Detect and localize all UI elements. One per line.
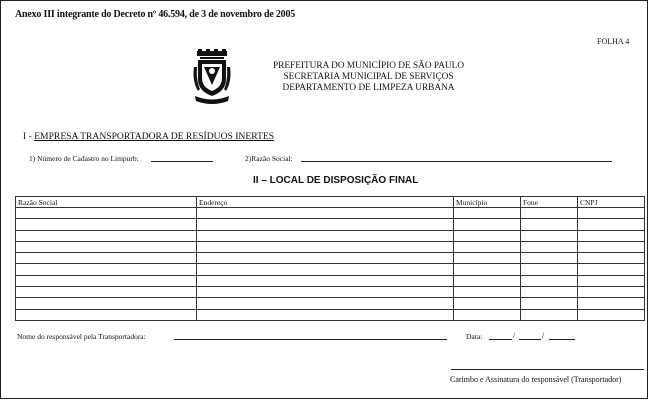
date-label: Data: <box>466 332 483 341</box>
table-row[interactable] <box>16 253 645 264</box>
col-address: Endereço <box>197 197 454 208</box>
section2-title: II – LOCAL DE DISPOSIÇÃO FINAL <box>253 175 419 186</box>
responsible-label: Nome do responsável pela Transportadora: <box>17 332 146 341</box>
header-line-department: DEPARTAMENTO DE LIMPEZA URBANA <box>282 83 455 93</box>
table-row[interactable] <box>16 309 645 320</box>
company-name-field[interactable] <box>301 161 612 162</box>
company-name-label: 2)Razão Social: <box>245 154 293 163</box>
table-row[interactable] <box>16 298 645 309</box>
table-row[interactable] <box>16 219 645 230</box>
col-cnpj: CNPJ <box>578 197 645 208</box>
table-row[interactable] <box>16 230 645 241</box>
table-row[interactable] <box>16 287 645 298</box>
registration-field[interactable] <box>151 161 213 162</box>
decree-title: Anexo III integrante do Decreto nº 46.594, de 3 de novembro de 2005 <box>15 9 296 20</box>
table-row[interactable] <box>16 264 645 275</box>
coat-of-arms-icon <box>192 49 232 112</box>
responsible-name-field[interactable] <box>174 339 447 340</box>
date-year-field[interactable] <box>549 339 575 340</box>
table-row[interactable] <box>16 275 645 286</box>
signature-label: Carimbo e Assinatura do responsável (Transportador) <box>450 375 622 384</box>
table-row[interactable] <box>16 241 645 252</box>
sheet-label: FOLHA 4 <box>597 37 630 46</box>
header-line-secretariat: SECRETARIA MUNICIPAL DE SERVIÇOS <box>283 72 454 82</box>
col-phone: Fone <box>521 197 578 208</box>
section1-title <box>23 131 274 142</box>
date-month-field[interactable] <box>519 339 541 340</box>
date-separator: / <box>542 331 545 340</box>
registration-label: 1) Número de Cadastro no Limpurb: <box>29 154 139 163</box>
table-header-row <box>16 197 645 208</box>
date-separator: / <box>513 331 516 340</box>
section1-heading: EMPRESA TRANSPORTADORA DE RESÍDUOS INERTES <box>34 131 275 142</box>
institution-header <box>273 61 464 94</box>
col-company-name: Razão Social <box>16 197 197 208</box>
disposal-sites-table <box>15 196 645 321</box>
section1-prefix: I - <box>23 131 35 142</box>
col-municipality: Município <box>454 197 521 208</box>
header-line-municipality: PREFEITURA DO MUNICÍPIO DE SÃO PAULO <box>273 61 465 71</box>
signature-line[interactable] <box>451 369 644 370</box>
table-row[interactable] <box>16 208 645 219</box>
date-day-field[interactable] <box>489 339 512 340</box>
